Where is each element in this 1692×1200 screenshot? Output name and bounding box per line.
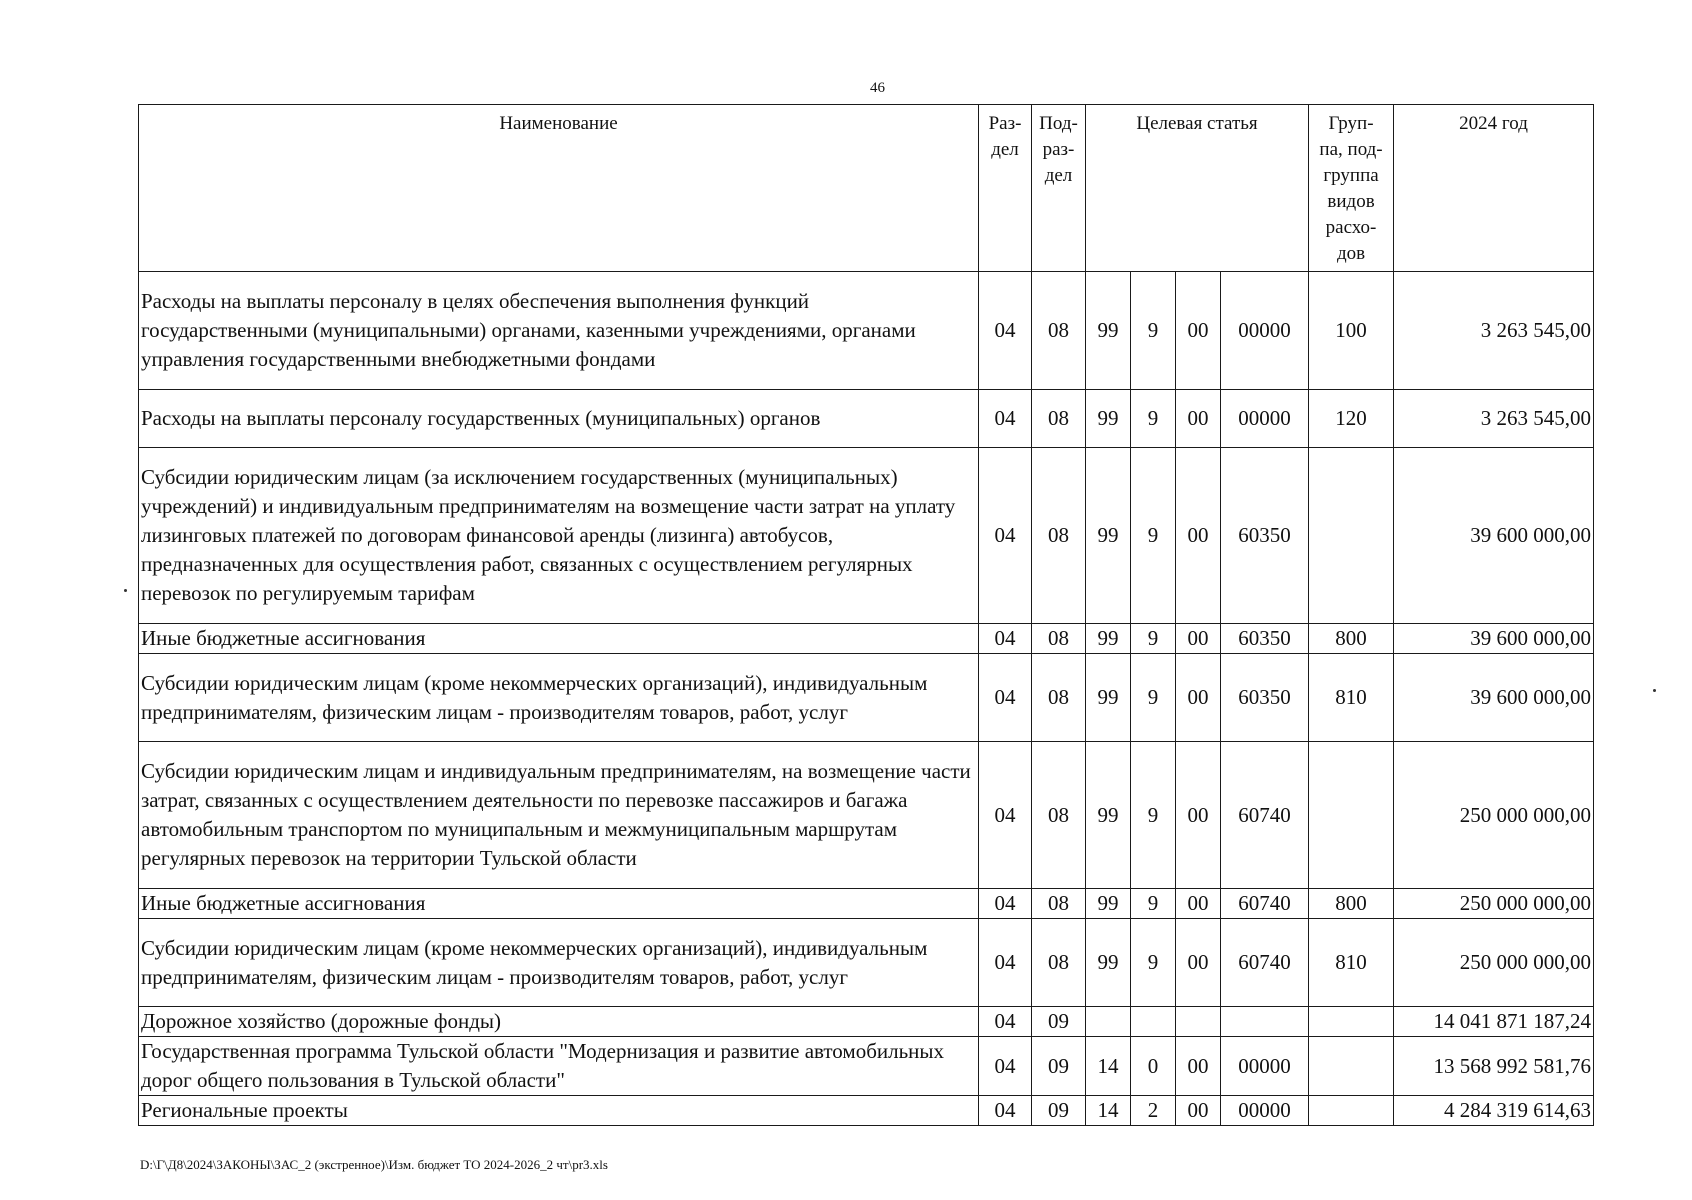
- row-target-direction: 60740: [1221, 742, 1309, 889]
- header-subsection: Под- раз- дел: [1032, 105, 1086, 272]
- row-section: 04: [979, 624, 1032, 654]
- row-target-event: 00: [1176, 1096, 1221, 1126]
- row-expense-group: 810: [1309, 919, 1394, 1007]
- row-target-event: 00: [1176, 624, 1221, 654]
- row-target-program: 99: [1086, 390, 1131, 448]
- row-target-direction: 60350: [1221, 448, 1309, 624]
- row-target-event: 00: [1176, 390, 1221, 448]
- row-target-program: 99: [1086, 742, 1131, 889]
- row-amount: 14 041 871 187,24: [1394, 1007, 1594, 1037]
- row-section: 04: [979, 1007, 1032, 1037]
- row-amount: 39 600 000,00: [1394, 448, 1594, 624]
- row-target-event: 00: [1176, 1037, 1221, 1096]
- row-amount: 250 000 000,00: [1394, 919, 1594, 1007]
- table-row: [139, 448, 1594, 624]
- row-section: 04: [979, 1037, 1032, 1096]
- row-expense-group: 810: [1309, 654, 1394, 742]
- row-target-direction: 60350: [1221, 624, 1309, 654]
- header-name: Наименование: [139, 105, 979, 272]
- row-subsection: 08: [1032, 919, 1086, 1007]
- row-target-program: 99: [1086, 624, 1131, 654]
- row-target-program: 99: [1086, 919, 1131, 1007]
- header-target-article: Целевая статья: [1086, 105, 1309, 272]
- row-name: Дорожное хозяйство (дорожные фонды): [139, 1007, 979, 1037]
- row-target-subprogram: 9: [1131, 448, 1176, 624]
- table-row: [139, 390, 1594, 448]
- table-row: [139, 1037, 1594, 1096]
- page-number: 46: [870, 80, 885, 96]
- scan-speck: [1653, 689, 1656, 692]
- row-expense-group: 800: [1309, 624, 1394, 654]
- table-row: [139, 654, 1594, 742]
- row-name: Иные бюджетные ассигнования: [139, 889, 979, 919]
- scan-speck: [124, 589, 127, 592]
- header-year: 2024 год: [1394, 105, 1594, 272]
- header-expense-group: Груп- па, под- группа видов расхо- дов: [1309, 105, 1394, 272]
- row-amount: 4 284 319 614,63: [1394, 1096, 1594, 1126]
- row-target-subprogram: [1131, 1007, 1176, 1037]
- row-target-event: 00: [1176, 919, 1221, 1007]
- row-expense-group: [1309, 448, 1394, 624]
- row-target-subprogram: 9: [1131, 624, 1176, 654]
- row-expense-group: [1309, 1037, 1394, 1096]
- row-expense-group: 800: [1309, 889, 1394, 919]
- row-target-event: 00: [1176, 742, 1221, 889]
- row-subsection: 08: [1032, 889, 1086, 919]
- budget-table: [138, 104, 1594, 1126]
- row-target-program: 99: [1086, 889, 1131, 919]
- row-section: 04: [979, 654, 1032, 742]
- row-target-direction: 60740: [1221, 889, 1309, 919]
- row-target-event: 00: [1176, 889, 1221, 919]
- row-name: Расходы на выплаты персоналу государственных (муниципальных) органов: [139, 390, 979, 448]
- table-row: [139, 624, 1594, 654]
- footer-file-path: D:\Г\Д8\2024\ЗАКОНЫ\ЗАС_2 (экстренное)\Изм. бюджет ТО 2024-2026_2 чт\pr3.xls: [140, 1157, 608, 1172]
- row-target-direction: 00000: [1221, 1096, 1309, 1126]
- row-expense-group: 100: [1309, 272, 1394, 390]
- row-section: 04: [979, 889, 1032, 919]
- row-target-direction: [1221, 1007, 1309, 1037]
- row-subsection: 08: [1032, 742, 1086, 889]
- row-section: 04: [979, 1096, 1032, 1126]
- row-target-program: 99: [1086, 448, 1131, 624]
- row-section: 04: [979, 390, 1032, 448]
- row-target-subprogram: 0: [1131, 1037, 1176, 1096]
- row-name: Региональные проекты: [139, 1096, 979, 1126]
- table-row: [139, 742, 1594, 889]
- row-target-direction: 60350: [1221, 654, 1309, 742]
- row-target-program: 14: [1086, 1096, 1131, 1126]
- header-section: Раз- дел: [979, 105, 1032, 272]
- row-target-subprogram: 2: [1131, 1096, 1176, 1126]
- row-subsection: 08: [1032, 624, 1086, 654]
- row-name: Субсидии юридическим лицам (за исключением государственных (муниципальных) учреждений) и индивидуальным предпринимателям на возмещение части затрат на уплату лизинговых платежей по договорам финансовой аренды (лизинга) автобусов, предназначенных для осуществления работ, связанных с осуществлением регулярных перевозок по регулируемым тарифам: [139, 448, 979, 624]
- row-target-direction: 00000: [1221, 390, 1309, 448]
- row-subsection: 09: [1032, 1096, 1086, 1126]
- table-row: [139, 889, 1594, 919]
- row-target-subprogram: 9: [1131, 889, 1176, 919]
- row-name: Субсидии юридическим лицам и индивидуальным предпринимателям, на возмещение части затрат, связанных с осуществлением деятельности по перевозке пассажиров и багажа автомобильным транспортом по муниципальным и межмуниципальным маршрутам регулярных перевозок на территории Тульской области: [139, 742, 979, 889]
- row-expense-group: [1309, 742, 1394, 889]
- row-subsection: 09: [1032, 1037, 1086, 1096]
- row-amount: 39 600 000,00: [1394, 654, 1594, 742]
- row-expense-group: [1309, 1007, 1394, 1037]
- row-name: Субсидии юридическим лицам (кроме некоммерческих организаций), индивидуальным предпринимателям, физическим лицам - производителям товаров, работ, услуг: [139, 919, 979, 1007]
- row-name: Иные бюджетные ассигнования: [139, 624, 979, 654]
- table-row: [139, 1007, 1594, 1037]
- table-row: [139, 919, 1594, 1007]
- row-target-event: 00: [1176, 654, 1221, 742]
- row-amount: 3 263 545,00: [1394, 272, 1594, 390]
- row-section: 04: [979, 919, 1032, 1007]
- row-subsection: 08: [1032, 448, 1086, 624]
- row-target-program: [1086, 1007, 1131, 1037]
- row-target-subprogram: 9: [1131, 919, 1176, 1007]
- row-target-subprogram: 9: [1131, 390, 1176, 448]
- row-expense-group: [1309, 1096, 1394, 1126]
- row-amount: 3 263 545,00: [1394, 390, 1594, 448]
- row-amount: 250 000 000,00: [1394, 889, 1594, 919]
- row-target-event: 00: [1176, 272, 1221, 390]
- row-target-direction: 00000: [1221, 1037, 1309, 1096]
- row-subsection: 08: [1032, 654, 1086, 742]
- row-name: Субсидии юридическим лицам (кроме некоммерческих организаций), индивидуальным предпринимателям, физическим лицам - производителям товаров, работ, услуг: [139, 654, 979, 742]
- table-header-row: [139, 105, 1594, 272]
- row-target-program: 99: [1086, 654, 1131, 742]
- row-amount: 39 600 000,00: [1394, 624, 1594, 654]
- row-name: Государственная программа Тульской области "Модернизация и развитие автомобильных дорог общего пользования в Тульской области": [139, 1037, 979, 1096]
- row-target-event: 00: [1176, 448, 1221, 624]
- row-target-direction: 00000: [1221, 272, 1309, 390]
- row-amount: 250 000 000,00: [1394, 742, 1594, 889]
- row-target-program: 14: [1086, 1037, 1131, 1096]
- row-subsection: 09: [1032, 1007, 1086, 1037]
- row-target-direction: 60740: [1221, 919, 1309, 1007]
- row-target-event: [1176, 1007, 1221, 1037]
- row-target-subprogram: 9: [1131, 272, 1176, 390]
- row-target-program: 99: [1086, 272, 1131, 390]
- row-section: 04: [979, 448, 1032, 624]
- table-row: [139, 1096, 1594, 1126]
- row-section: 04: [979, 742, 1032, 889]
- row-subsection: 08: [1032, 272, 1086, 390]
- table-row: [139, 272, 1594, 390]
- row-subsection: 08: [1032, 390, 1086, 448]
- row-expense-group: 120: [1309, 390, 1394, 448]
- row-name: Расходы на выплаты персоналу в целях обеспечения выполнения функций государственными (муниципальными) органами, казенными учреждениями, органами управления государственными внебюджетными фондами: [139, 272, 979, 390]
- row-amount: 13 568 992 581,76: [1394, 1037, 1594, 1096]
- row-target-subprogram: 9: [1131, 654, 1176, 742]
- row-target-subprogram: 9: [1131, 742, 1176, 889]
- row-section: 04: [979, 272, 1032, 390]
